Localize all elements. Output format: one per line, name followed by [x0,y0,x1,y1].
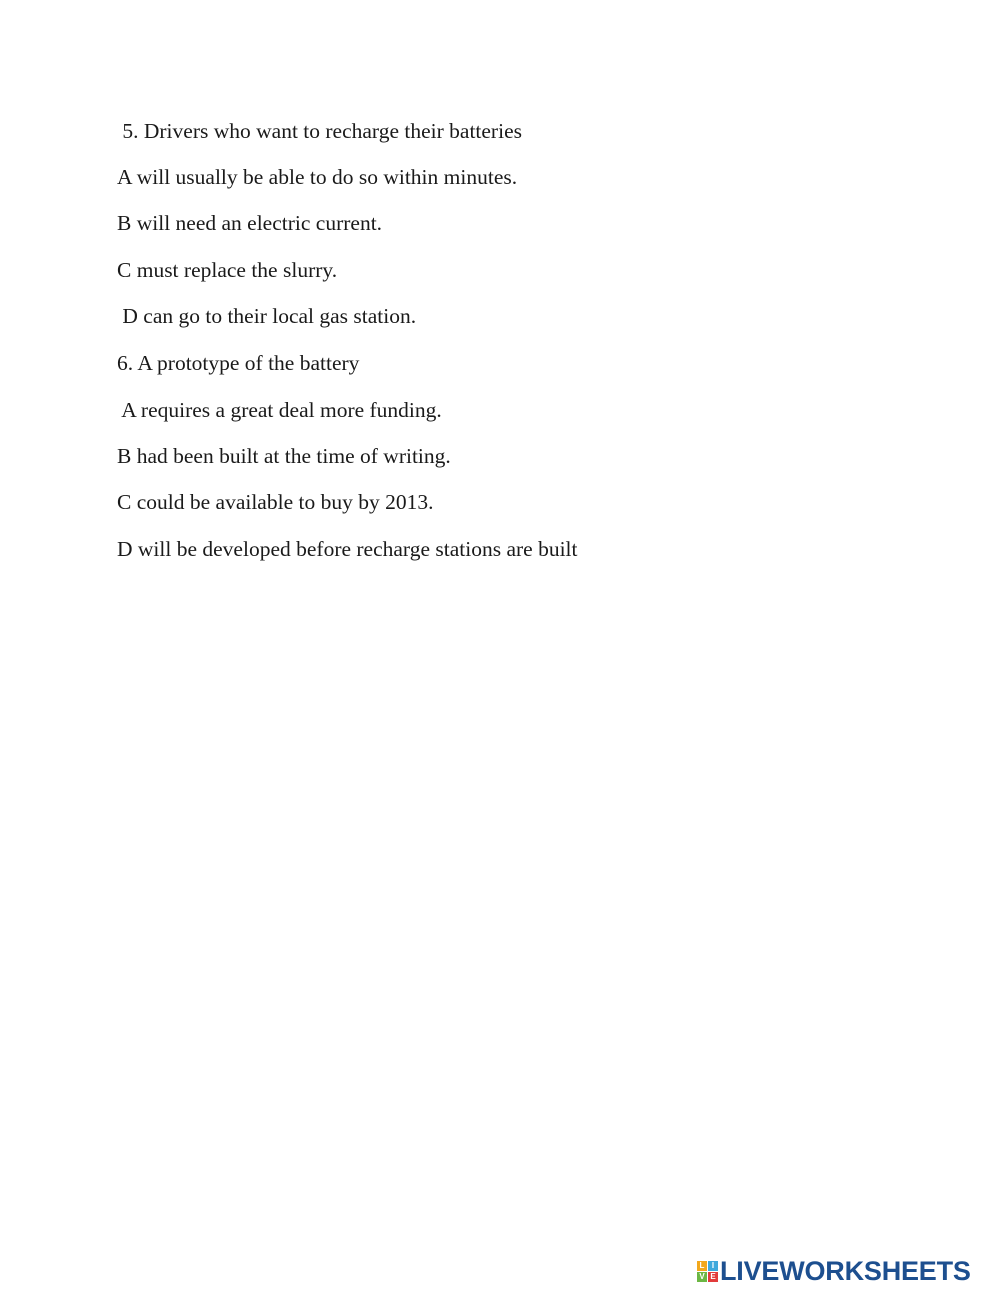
question-6-option-b: B had been built at the time of writing. [117,444,451,468]
logo-squares-icon [697,1261,718,1282]
question-6-option-a: A requires a great deal more funding. [117,398,442,422]
question-5-option-c: C must replace the slurry. [117,258,338,282]
question-5-stem: 5. Drivers who want to recharge their batteries [117,119,522,143]
liveworksheets-logo [697,1256,971,1286]
logo-text: LIVEWORKSHEETS [720,1256,971,1286]
logo-square-e: E [708,1272,718,1282]
question-5-option-d: D can go to their local gas station. [117,304,417,328]
question-6-option-d: D will be developed before recharge stations are built [117,537,578,561]
logo-square-i: I [708,1261,718,1271]
question-6-stem: 6. A prototype of the battery [117,351,360,375]
question-6-option-c: C could be available to buy by 2013. [117,490,434,514]
logo-square-l: L [697,1261,707,1271]
logo-square-v: V [697,1272,707,1282]
question-5-option-a: A will usually be able to do so within minutes. [117,165,518,189]
question-5-option-b: B will need an electric current. [117,211,383,235]
